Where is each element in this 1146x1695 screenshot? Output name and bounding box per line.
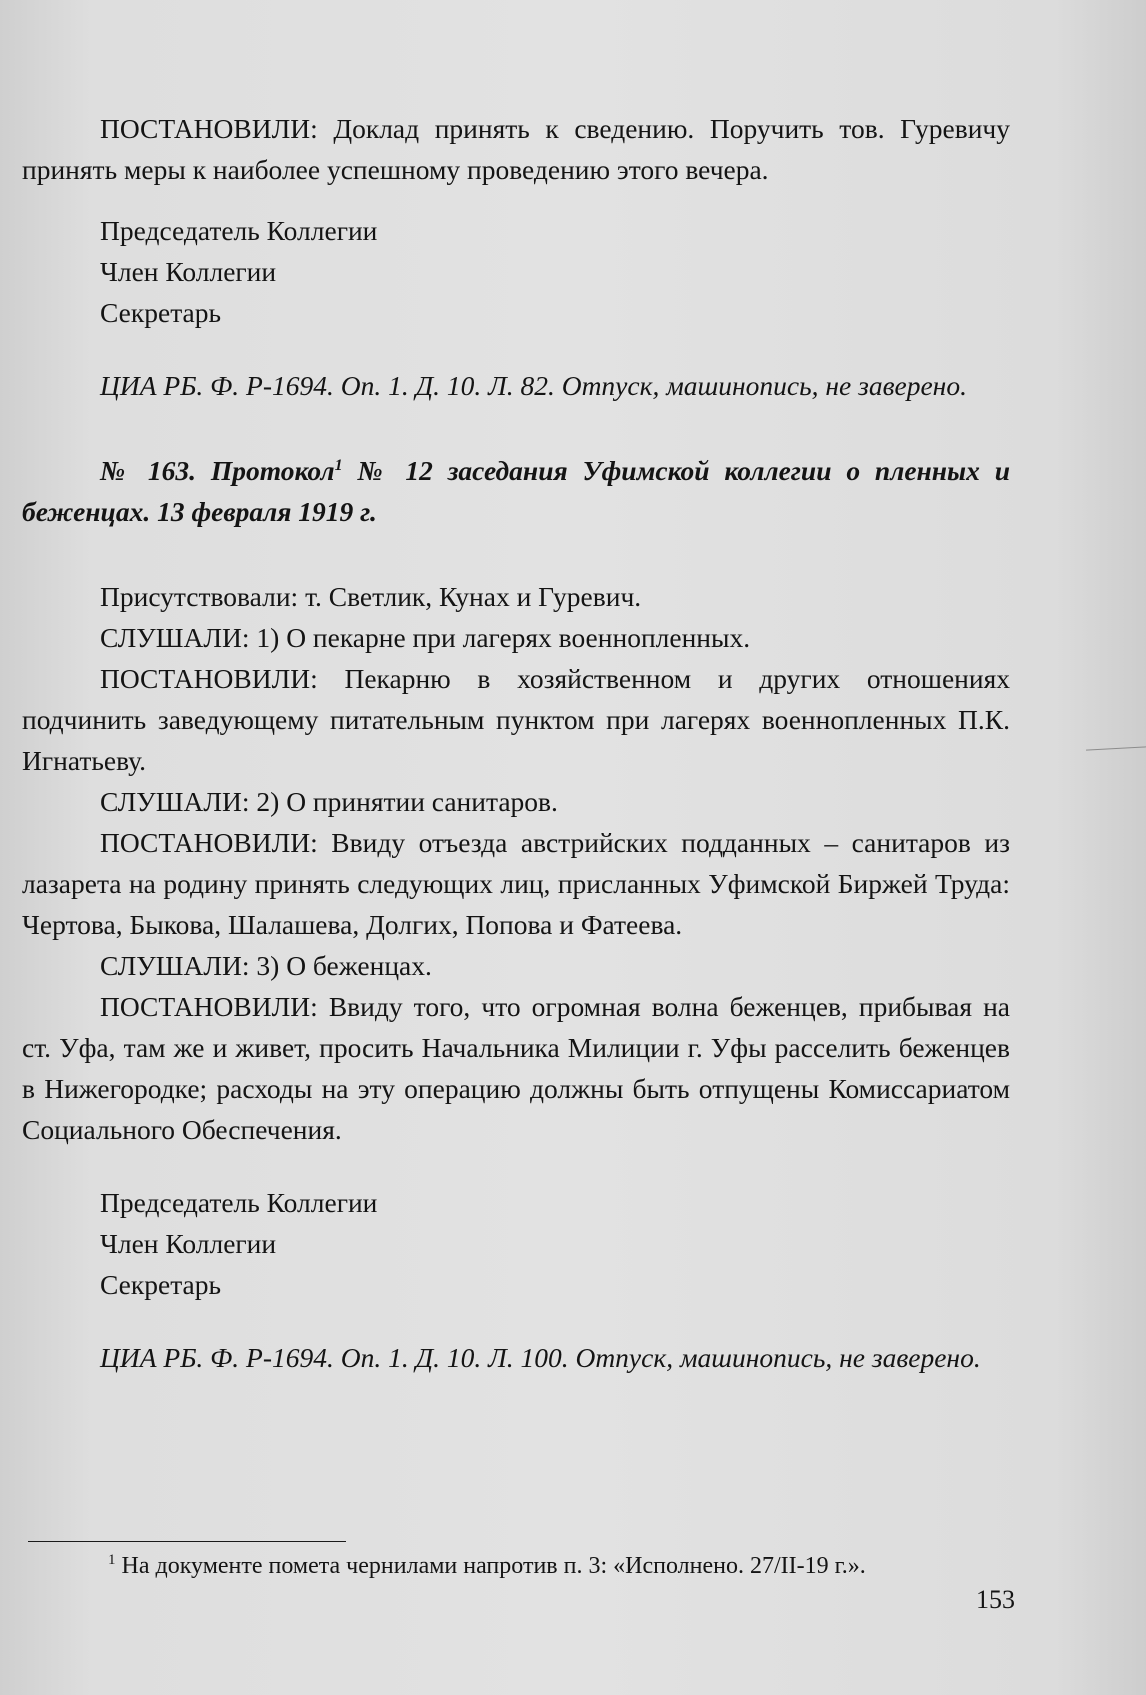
paragraph: ПОСТАНОВИЛИ: Ввиду того, что огромная волна беженцев, прибывая на ст. Уфа, там же и живет, просить Начальника Милиции г. Уфы расселить беженцев в Нижегородке; расходы на эту операцию должны быть отпущены Комиссариатом Социального Обеспечения. <box>22 991 1010 1145</box>
spacer <box>22 1150 1010 1182</box>
document-heading <box>22 450 1010 532</box>
paragraph: ПОСТАНОВИЛИ: Пекарню в хозяйственном и других отношениях подчинить заведующему питательным пунктом при лагерях военнопленных П.К. Игнатьеву. <box>22 663 1010 776</box>
main-text <box>22 108 1010 1378</box>
page-number: 153 <box>976 1585 1015 1614</box>
spacer <box>22 1305 1010 1337</box>
signature-line: Член Коллегии <box>100 1228 277 1259</box>
footnote-rule <box>28 1541 346 1542</box>
archive-citation: ЦИА РБ. Ф. Р-1694. Оп. 1. Д. 10. Л. 100. Отпуск, машинопись, не заверено. <box>100 1342 981 1373</box>
footnote-mark: 1 <box>108 1552 116 1568</box>
spacer <box>22 190 1010 210</box>
spacer <box>22 532 1010 576</box>
paragraph: СЛУШАЛИ: 2) О принятии санитаров. <box>100 786 558 817</box>
archive-citation: ЦИА РБ. Ф. Р-1694. Оп. 1. Д. 10. Л. 82. Отпуск, машинопись, не заверено. <box>100 370 967 401</box>
paragraph: СЛУШАЛИ: 1) О пекарне при лагерях военнопленных. <box>100 622 751 653</box>
scan-artifact <box>1086 746 1146 750</box>
paragraph: ПОСТАНОВИЛИ: Ввиду отъезда австрийских подданных – санитаров из лазарета на родину принять следующих лиц, присланных Уфимской Биржей Труда: Чертова, Быкова, Шалашева, Долгих, Попова и Фатеева. <box>22 827 1010 940</box>
paragraph: СЛУШАЛИ: 3) О беженцах. <box>100 950 432 981</box>
signature-line: Член Коллегии <box>100 256 277 287</box>
spacer <box>22 333 1010 365</box>
signature-line: Председатель Коллегии <box>100 1187 378 1218</box>
spacer <box>22 406 1010 450</box>
footnote-text: На документе помета чернилами напротив п. 3: «Исполнено. 27/II-19 г.». <box>121 1553 866 1579</box>
heading-text: № 163. Протокол <box>100 455 335 486</box>
footnote <box>108 1550 1038 1582</box>
paragraph: Присутствовали: т. Светлик, Кунах и Гуревич. <box>100 581 642 612</box>
signature-line: Секретарь <box>100 297 222 328</box>
heading-text: № 12 заседания Уфимской коллегии о пленных и беженцах. 13 февраля 1919 г. <box>22 455 1011 527</box>
paragraph: ПОСТАНОВИЛИ: Доклад принять к сведению. Поручить тов. Гуревичу принять меры к наиболее успешному проведению этого вечера. <box>22 113 1010 185</box>
signature-line: Секретарь <box>100 1269 222 1300</box>
signature-line: Председатель Коллегии <box>100 215 378 246</box>
footnote-reference: 1 <box>334 456 343 474</box>
